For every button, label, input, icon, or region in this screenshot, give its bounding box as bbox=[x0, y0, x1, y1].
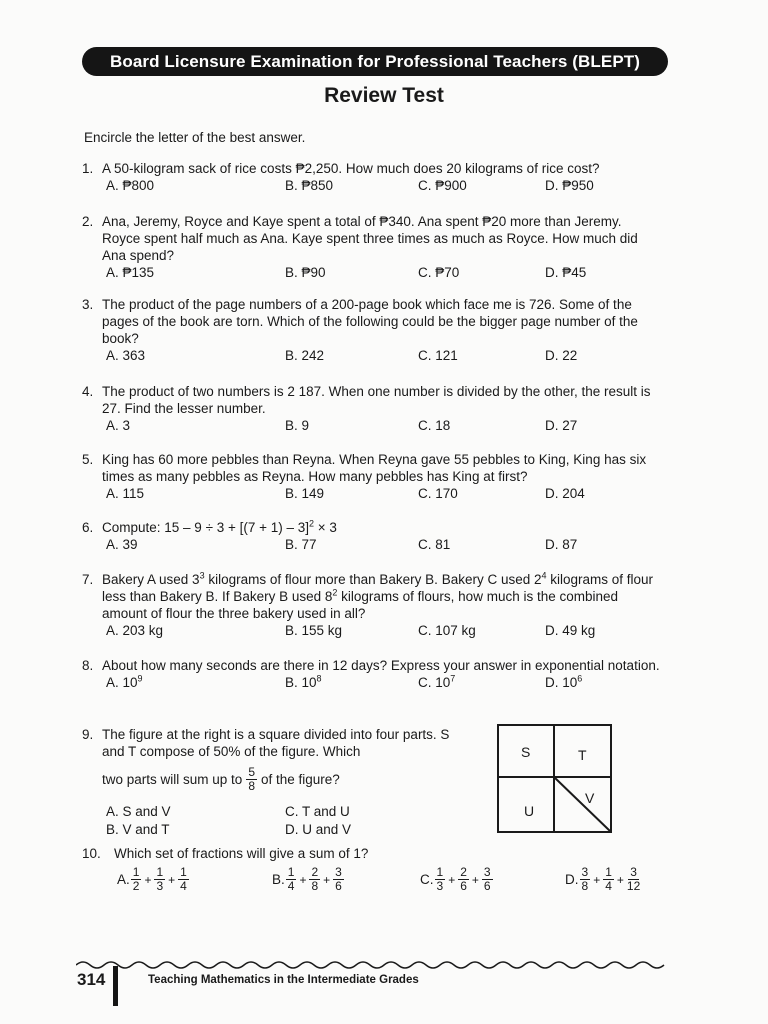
footer-divider-bar bbox=[113, 966, 118, 1006]
question-text: A 50-kilogram sack of rice costs ₱2,250. How much does 20 kilograms of rice cost? bbox=[102, 161, 600, 176]
answer-options bbox=[106, 347, 662, 365]
question-6 bbox=[82, 519, 662, 554]
option-b[interactable]: B. 9 bbox=[285, 418, 310, 433]
page-number: 314 bbox=[77, 970, 106, 989]
answer-options-row2 bbox=[106, 821, 452, 839]
option-c[interactable]: C. 81 bbox=[418, 537, 451, 552]
question-8 bbox=[82, 657, 662, 692]
wavy-divider bbox=[76, 958, 676, 972]
option-c[interactable]: C. $10^7$ bbox=[418, 673, 456, 690]
option-b[interactable]: B. 242 bbox=[285, 348, 325, 363]
answer-options bbox=[106, 264, 662, 282]
answer-options bbox=[106, 803, 452, 821]
option-b[interactable]: B. $\frac{1}{4}$ + $\frac{2}{8}$ + $\frac{3}{6}$ bbox=[272, 865, 342, 893]
question-10 bbox=[82, 845, 674, 862]
square-diagram bbox=[497, 724, 613, 834]
option-b[interactable]: B. 149 bbox=[285, 486, 325, 501]
label-v: V bbox=[585, 790, 595, 806]
question-number: 8. bbox=[82, 658, 94, 673]
question-number: 9. bbox=[82, 727, 94, 742]
question-text: Bakery A used $3^3$ kilograms of flour more than Bakery B. Bakery C used $2^4$ kilograms of flour less than Bakery B. If Bakery B used $8^2$ kilograms of flours, how much is the combined amount of flour the three bakery used in all? bbox=[102, 570, 654, 621]
option-c[interactable]: C. 170 bbox=[418, 486, 458, 501]
question-9 bbox=[82, 726, 452, 839]
question-text: About how many seconds are there in 12 days? Express your answer in exponential notation. bbox=[102, 658, 660, 673]
option-d[interactable]: D. U and V bbox=[285, 822, 352, 837]
option-a[interactable]: A. ₱135 bbox=[106, 265, 155, 280]
question-number: 3. bbox=[82, 297, 94, 312]
option-d[interactable]: D. 27 bbox=[545, 418, 578, 433]
answer-options bbox=[106, 674, 662, 692]
question-number: 2. bbox=[82, 214, 94, 229]
fraction-options bbox=[117, 866, 677, 900]
option-a[interactable]: A. 363 bbox=[106, 348, 146, 363]
option-c[interactable]: C. ₱900 bbox=[418, 178, 467, 193]
question-text: King has 60 more pebbles than Reyna. When Reyna gave 55 pebbles to King, King has six times as many pebbles as Reyna. How many pebbles has King at first? bbox=[102, 452, 647, 484]
label-t: T bbox=[578, 747, 587, 763]
option-c[interactable]: C. 107 kg bbox=[418, 623, 476, 638]
question-number: 7. bbox=[82, 572, 94, 587]
option-d[interactable]: D. ₱950 bbox=[545, 178, 594, 193]
square-figure bbox=[497, 724, 613, 839]
label-s: S bbox=[521, 744, 531, 760]
option-b[interactable]: B. $10^8$ bbox=[285, 673, 322, 690]
label-u: U bbox=[524, 803, 535, 819]
option-a[interactable]: A. 39 bbox=[106, 537, 138, 552]
exam-banner: Board Licensure Examination for Professional Teachers (BLEPT) bbox=[82, 47, 668, 76]
question-text: The figure at the right is a square divided into four parts. S and T compose of 50% of the figure. Which bbox=[102, 727, 450, 759]
question-text: Compute: $15 - 9 \div 3 + [(7 + 1) - 3]^2 \times 3$ bbox=[102, 518, 337, 535]
question-text: Ana, Jeremy, Royce and Kaye spent a total of ₱340. Ana spent ₱20 more than Jeremy. Royce spent half much as Ana. Kaye spent three times as much as Royce. How much did Ana spend? bbox=[102, 214, 638, 263]
option-c[interactable]: C. ₱70 bbox=[418, 265, 460, 280]
answer-options bbox=[106, 417, 662, 435]
question-4 bbox=[82, 383, 662, 435]
option-b[interactable]: B. 77 bbox=[285, 537, 317, 552]
option-a[interactable]: A. 115 bbox=[106, 486, 145, 501]
option-d[interactable]: D. $\frac{3}{8}$ + $\frac{1}{4}$ + $\frac{3}{12}$ bbox=[565, 865, 641, 893]
option-b[interactable]: B. V and T bbox=[106, 822, 170, 837]
option-b[interactable]: B. ₱90 bbox=[285, 265, 326, 280]
answer-options bbox=[106, 485, 662, 503]
option-a[interactable]: A. $\frac{1}{2}$ + $\frac{1}{3}$ + $\frac{1}{4}$ bbox=[117, 865, 187, 893]
question-number: 1. bbox=[82, 161, 94, 176]
option-a[interactable]: A. $10^9$ bbox=[106, 673, 143, 690]
option-a[interactable]: A. ₱800 bbox=[106, 178, 155, 193]
option-c[interactable]: C. T and U bbox=[285, 804, 350, 819]
option-b[interactable]: B. 155 kg bbox=[285, 623, 343, 638]
question-number: 4. bbox=[82, 384, 94, 399]
option-d[interactable]: D. 49 kg bbox=[545, 623, 596, 638]
question-1 bbox=[82, 160, 662, 195]
question-number: 5. bbox=[82, 452, 94, 467]
option-a[interactable]: A. 203 kg bbox=[106, 623, 164, 638]
option-d[interactable]: D. 22 bbox=[545, 348, 578, 363]
answer-options bbox=[106, 622, 662, 640]
answer-options bbox=[106, 536, 662, 554]
option-c[interactable]: C. 121 bbox=[418, 348, 458, 363]
option-c[interactable]: C. 18 bbox=[418, 418, 451, 433]
option-a[interactable]: A. 3 bbox=[106, 418, 131, 433]
question-number: 6. bbox=[82, 520, 94, 535]
option-d[interactable]: D. $10^6$ bbox=[545, 673, 583, 690]
question-7 bbox=[82, 571, 662, 640]
fraction: $\frac{5}{8}$ bbox=[248, 765, 255, 793]
question-number: 10. bbox=[82, 846, 101, 861]
instruction-text: Encircle the letter of the best answer. bbox=[84, 130, 306, 145]
page-title: Review Test bbox=[324, 84, 444, 107]
answer-options bbox=[106, 177, 662, 195]
question-text: The product of two numbers is 2 187. When one number is divided by the other, the result is 27. Find the lesser number. bbox=[102, 384, 651, 416]
question-2 bbox=[82, 213, 662, 282]
book-title: Teaching Mathematics in the Intermediate Grades bbox=[148, 974, 419, 986]
option-d[interactable]: D. ₱45 bbox=[545, 265, 587, 280]
option-a[interactable]: A. S and V bbox=[106, 804, 171, 819]
option-c[interactable]: C. $\frac{1}{3}$ + $\frac{2}{6}$ + $\frac{3}{6}$ bbox=[420, 865, 491, 893]
question-5 bbox=[82, 451, 662, 503]
question-text: Which set of fractions will give a sum of 1? bbox=[114, 846, 369, 861]
question-text-line2: two parts will sum up to $\frac{5}{8}$ of the figure? bbox=[102, 765, 340, 793]
option-d[interactable]: D. 204 bbox=[545, 486, 585, 501]
option-d[interactable]: D. 87 bbox=[545, 537, 578, 552]
question-text: The product of the page numbers of a 200-page book which face me is 726. Some of the pages of the book are torn. Which of the following could be the bigger page number of the book? bbox=[102, 297, 638, 346]
option-b[interactable]: B. ₱850 bbox=[285, 178, 334, 193]
question-3 bbox=[82, 296, 662, 365]
